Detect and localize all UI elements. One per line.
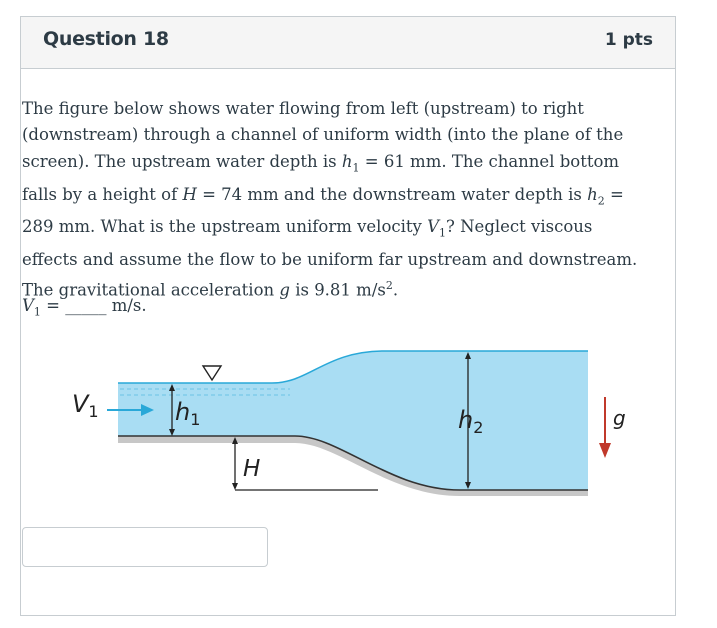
question-title: Question 18 (43, 28, 169, 50)
answer-prompt: $V_1$ = _____ m/s. (22, 296, 147, 319)
V1-symbol: V (427, 217, 440, 237)
H-symbol: H (182, 184, 197, 204)
question-text: The figure below shows water flowing from left (upstream) to right (downstream) through a channel of uniform width (into the plane of the screen). The upstream water depth is $h_1 = 61$ mm. The channel bottom falls by a height of H = 74 mm and the downstream water depth is $h_2 = 289$ mm. What is the upstream uniform velocity $V_1$? Neglect viscous effects and assume the flow to be uniform far upstream and downstream. The gravitational acceleration g is 9.81 $m/s^2$. (22, 99, 638, 300)
question-points: 1 pts (604, 30, 653, 50)
label-V1: $V_1$ (72, 390, 99, 421)
label-h2: $h_2$ (458, 406, 484, 437)
channel-flow-diagram (50, 340, 626, 500)
free-surface-triangle-icon (203, 366, 221, 380)
label-g: g (613, 406, 626, 430)
question-header (21, 17, 675, 69)
g-symbol: g (279, 280, 290, 300)
h1-symbol: h (341, 151, 353, 171)
h2-symbol: h (587, 184, 598, 204)
label-h1: $h_1$ (175, 398, 201, 429)
label-H: H (243, 456, 261, 482)
gravity-arrow-icon (599, 443, 611, 458)
answer-input[interactable] (22, 527, 268, 567)
